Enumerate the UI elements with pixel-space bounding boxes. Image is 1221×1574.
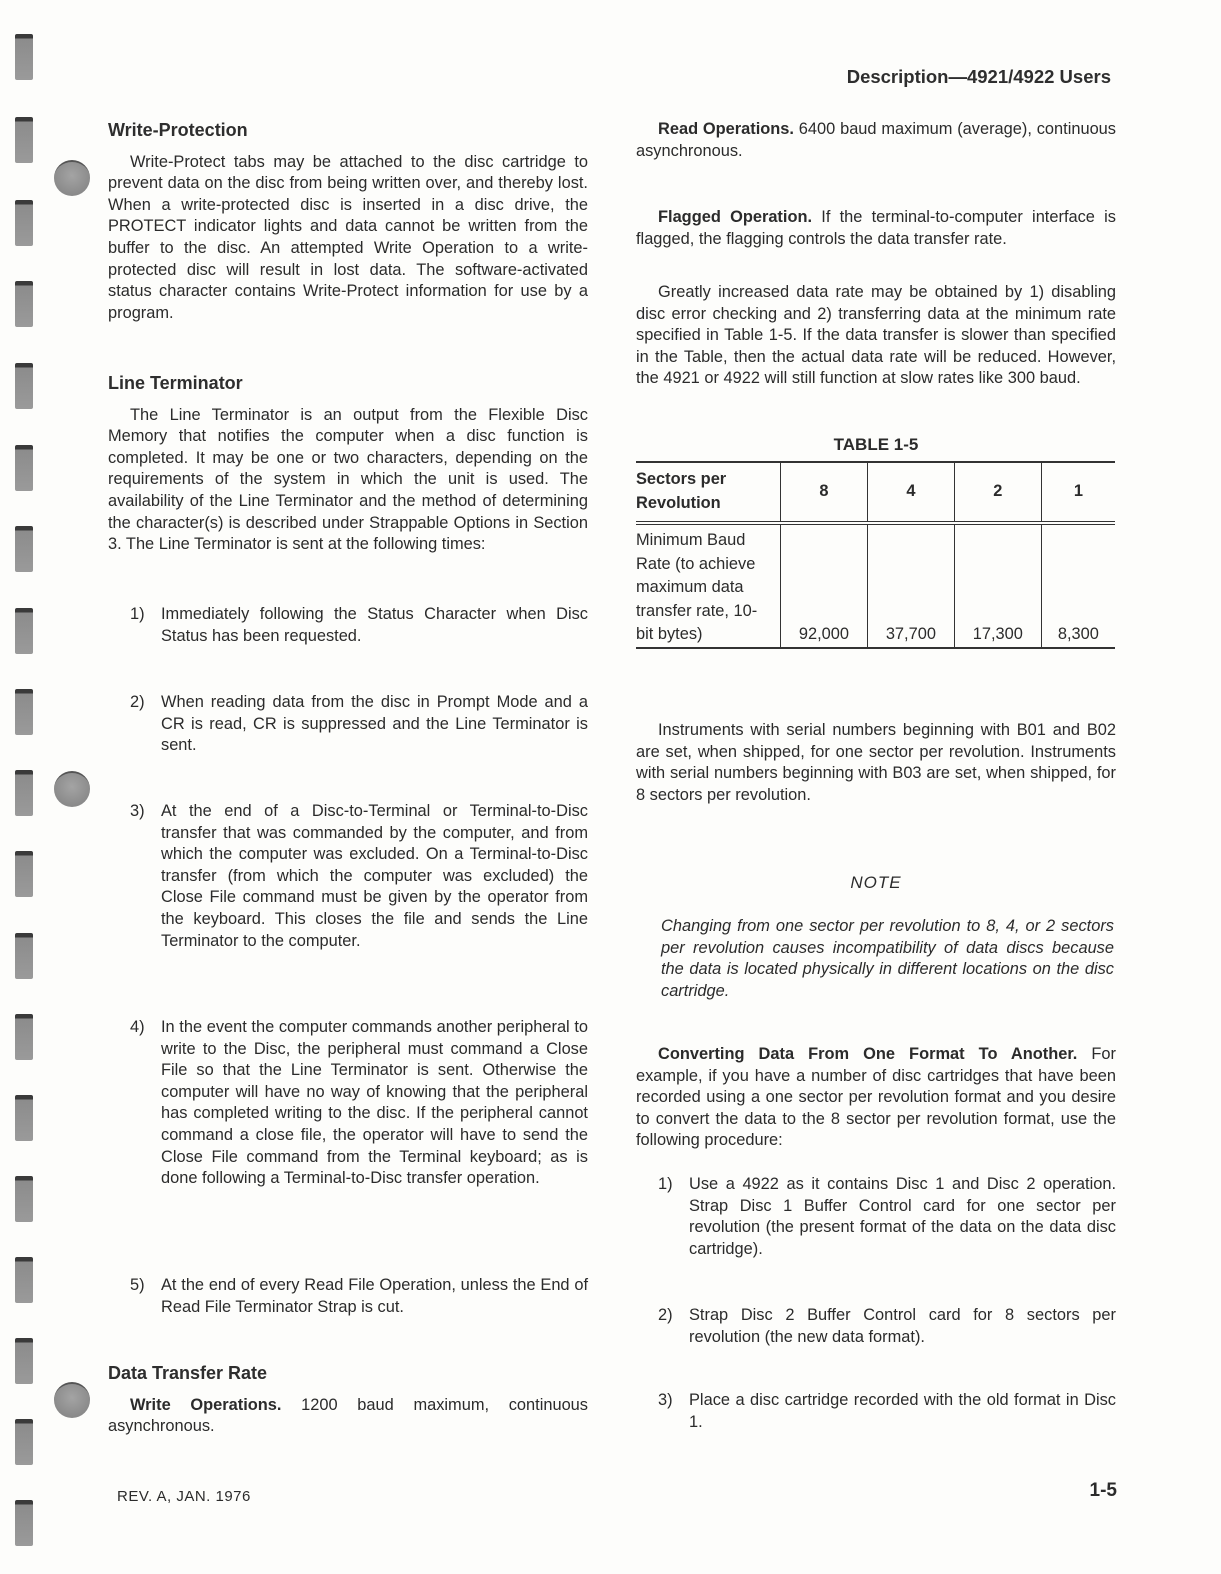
list-text: At the end of a Disc-to-Terminal or Terminal-to-Disc transfer that was commanded by the computer, and from which the computer was excluded. On a Terminal-to-Disc transfer (from which the computer was excluded) the Close File command must be given by the operator from the keyboard. This closes the file and sends the Line Terminator to the computer. bbox=[161, 802, 588, 950]
binder-slot-mark bbox=[15, 1176, 33, 1222]
procedure-list bbox=[636, 1174, 1116, 1260]
line-terminator-list bbox=[108, 1017, 588, 1190]
list-item bbox=[108, 604, 588, 647]
list-text: Place a disc cartridge recorded with the old format in Disc 1. bbox=[689, 1391, 1116, 1431]
paragraph-instruments: Instruments with serial numbers beginning with B01 and B02 are set, when shipped, for one sector per revolution. Instruments with serial numbers beginning with B03 are set, when shipped, for 8 sectors per revolution. bbox=[636, 721, 1116, 804]
data-transfer-rate-section bbox=[108, 1363, 588, 1438]
revision-footer: REV. A, JAN. 1976 bbox=[117, 1488, 251, 1505]
run-in-text: 1200 baud maximum, continuous asynchronous. bbox=[108, 1395, 588, 1436]
right-column bbox=[636, 282, 1116, 390]
binder-slot-mark bbox=[15, 1500, 33, 1546]
run-in-heading: Write Operations. bbox=[130, 1395, 282, 1414]
line-terminator-list bbox=[108, 801, 588, 952]
table-1-5 bbox=[636, 461, 1115, 649]
table-column-header: 1 bbox=[1041, 462, 1115, 523]
note-block bbox=[636, 916, 1116, 1002]
line-terminator-list bbox=[108, 692, 588, 757]
table-column-header: 2 bbox=[954, 462, 1041, 523]
table-row-header: Sectors per Revolution bbox=[636, 470, 727, 512]
left-column bbox=[108, 373, 588, 556]
paragraph-line-terminator: The Line Terminator is an output from the Flexible Disc Memory that notifies the computer when a disc function is completed. It may be one or two characters, depending on the requirements of the system in which the unit is used. The availability of the Line Terminator and the method of determining the character(s) is described under Strappable Options in Section 3. The Line Terminator is sent at the following times: bbox=[108, 405, 588, 554]
binder-slot-mark bbox=[15, 117, 33, 163]
run-in-heading: Flagged Operation. bbox=[658, 208, 813, 226]
right-column bbox=[636, 207, 1116, 250]
list-text: At the end of every Read File Operation, unless the End of Read File Terminator Strap is cut. bbox=[161, 1276, 588, 1316]
list-text: Strap Disc 2 Buffer Control card for 8 sectors per revolution (the new data format). bbox=[689, 1306, 1116, 1346]
run-in-text: If the terminal-to-computer interface is flagged, the flagging controls the data transfer rate. bbox=[636, 208, 1116, 248]
binder-slot-mark bbox=[15, 34, 33, 80]
note-body: Changing from one sector per revolution to 8, 4, or 2 sectors per revolution causes incompatibility of data discs because the data is located physically in different locations on the disc cartridge. bbox=[661, 917, 1114, 1000]
run-in-heading: Read Operations. bbox=[658, 120, 794, 138]
section-heading-write-protection: Write-Protection bbox=[108, 120, 248, 140]
binder-slot-mark bbox=[15, 445, 33, 491]
paragraph-write-operations bbox=[108, 1395, 588, 1438]
paragraph-greatly-increased: Greatly increased data rate may be obtained by 1) disabling disc error checking and 2) transferring data at the minimum rate specified in Table 1-5. If the data transfer is slower than specified in the Table, then the actual data rate will be reduced. However, the 4921 or 4922 will still function at slow rates like 300 baud. bbox=[636, 283, 1116, 388]
list-text: When reading data from the disc in Prompt Mode and a CR is read, CR is suppressed and the Line Terminator is sent. bbox=[161, 693, 588, 755]
procedure-list bbox=[636, 1390, 1116, 1433]
right-column bbox=[636, 720, 1116, 806]
section-heading-line-terminator: Line Terminator bbox=[108, 373, 243, 393]
list-item bbox=[636, 1390, 1116, 1433]
binder-slot-mark bbox=[15, 851, 33, 897]
list-text: In the event the computer commands another peripheral to write to the Disc, the peripheral must command a Close File so that the Line Terminator is sent. Otherwise the computer will have no way of knowing that the peripheral has completed writing to the disc. If the peripheral cannot command a close file, the operator will have to send the Close File command from the Terminal keyboard; as is done following a Terminal-to-Disc transfer operation. bbox=[161, 1018, 588, 1188]
list-number: 1) bbox=[130, 605, 145, 623]
table-column-header: 4 bbox=[867, 462, 954, 523]
list-item bbox=[108, 1017, 588, 1190]
procedure-list bbox=[636, 1305, 1116, 1348]
list-item bbox=[108, 1275, 588, 1318]
running-head: Description—4921/4922 Users bbox=[846, 66, 1111, 87]
right-column bbox=[636, 1044, 1116, 1152]
line-terminator-list bbox=[108, 1275, 588, 1318]
binder-hole-mark bbox=[54, 160, 90, 196]
binder-slot-mark bbox=[15, 1095, 33, 1141]
paragraph-converting bbox=[636, 1044, 1116, 1152]
list-number: 3) bbox=[130, 802, 145, 820]
binder-slot-mark bbox=[15, 200, 33, 246]
table-cell: 37,700 bbox=[867, 523, 954, 648]
table-cell: 8,300 bbox=[1041, 523, 1115, 648]
section-heading-data-transfer-rate: Data Transfer Rate bbox=[108, 1363, 268, 1383]
left-column bbox=[108, 120, 588, 324]
binder-slot-mark bbox=[15, 1257, 33, 1303]
list-number: 4) bbox=[130, 1018, 145, 1036]
table-row-header: Minimum Baud Rate (to achieve maximum data transfer rate, 10-bit bytes) bbox=[636, 531, 758, 644]
binder-hole-mark bbox=[54, 771, 90, 807]
list-number: 1) bbox=[658, 1175, 673, 1193]
list-text: Use a 4922 as it contains Disc 1 and Disc 2 operation. Strap Disc 1 Buffer Control card for one sector per revolution (the present format of the data on the data disc cartridge). bbox=[689, 1175, 1116, 1258]
binder-slot-mark bbox=[15, 1014, 33, 1060]
table-title: TABLE 1-5 bbox=[833, 435, 919, 454]
note-title: NOTE bbox=[850, 873, 902, 892]
table-cell: 17,300 bbox=[954, 523, 1041, 648]
run-in-text: 6400 baud maximum (average), continuous asynchronous. bbox=[636, 120, 1116, 160]
binder-slot-mark bbox=[15, 1338, 33, 1384]
run-in-heading: Converting Data From One Format To Another. bbox=[658, 1045, 1078, 1063]
binder-slot-mark bbox=[15, 770, 33, 816]
table-column-header: 8 bbox=[781, 462, 868, 523]
table-header-row bbox=[636, 462, 1115, 523]
paragraph-write-protection: Write-Protect tabs may be attached to the disc cartridge to prevent data on the disc from being written over, and thereby lost. When a write-protected disc is inserted in a disc drive, the PROTECT indicator lights and data cannot be written from the buffer to the disc. An attempted Write Operation to a write-protected disc will result in lost data. The software-activated status character contains Write-Protect information for use by a program. bbox=[108, 152, 588, 322]
list-text: Immediately following the Status Character when Disc Status has been requested. bbox=[161, 605, 588, 645]
binder-slot-mark bbox=[15, 689, 33, 735]
table-row bbox=[636, 523, 1115, 648]
list-item bbox=[108, 692, 588, 757]
list-item bbox=[636, 1174, 1116, 1260]
binder-slot-mark bbox=[15, 1419, 33, 1465]
binder-slot-mark bbox=[15, 933, 33, 979]
binder-slot-mark bbox=[15, 526, 33, 572]
binder-slot-mark bbox=[15, 281, 33, 327]
run-in-text: For example, if you have a number of disc cartridges that have been recorded using a one sector per revolution format and you desire to convert the data to the 8 sector per revolution format, use the following procedure: bbox=[636, 1045, 1117, 1150]
list-number: 3) bbox=[658, 1391, 673, 1409]
list-number: 2) bbox=[130, 693, 145, 711]
binder-slot-mark bbox=[15, 608, 33, 654]
list-number: 5) bbox=[130, 1276, 145, 1294]
right-column bbox=[636, 119, 1116, 162]
paragraph-flagged-operation bbox=[636, 207, 1116, 250]
list-item bbox=[636, 1305, 1116, 1348]
table-cell: 92,000 bbox=[781, 523, 868, 648]
page-number: 1-5 bbox=[1089, 1480, 1117, 1501]
list-item bbox=[108, 801, 588, 952]
line-terminator-list bbox=[108, 604, 588, 647]
paragraph-read-operations bbox=[636, 119, 1116, 162]
binder-slot-mark bbox=[15, 363, 33, 409]
list-number: 2) bbox=[658, 1306, 673, 1324]
binder-hole-mark bbox=[54, 1382, 90, 1418]
